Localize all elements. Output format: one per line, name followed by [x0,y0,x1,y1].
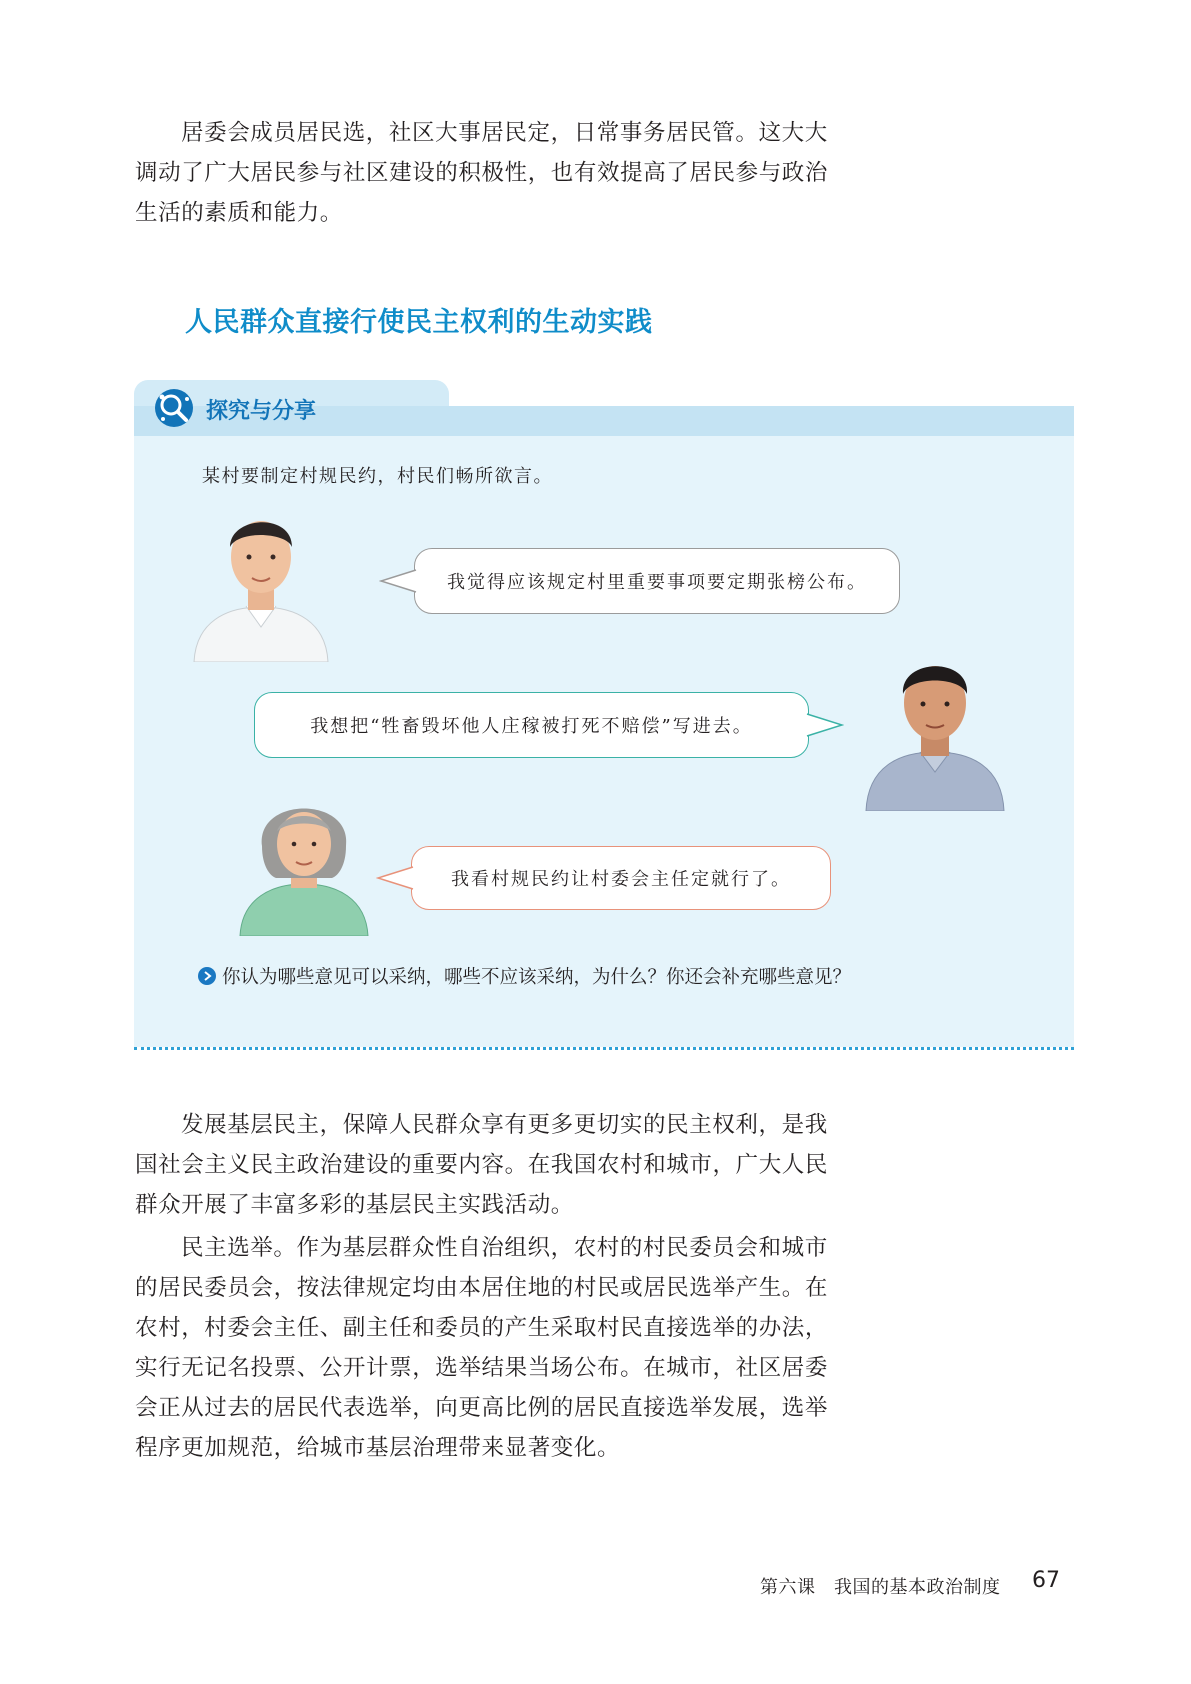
speech-bubble-3-text: 我看村规民约让村委会主任定就行了。 [451,869,791,890]
intro-paragraph: 居委会成员居民选，社区大事居民定，日常事务居民管。这大大调动了广大居民参与社区建设的积极性，也有效提高了居民参与政治生活的素质和能力。 [135,120,829,226]
speech-bubble-2-text: 我想把“牲畜毁坏他人庄稼被打死不赔偿”写进去。 [310,716,753,737]
paragraph-democratic-election: 民主选举。作为基层群众性自治组织，农村的村民委员会和城市的居民委员会，按法律规定均由本居住地的村民或居民选举产生。在农村，村委会主任、副主任和委员的产生采取村民直接选举的办法，实行无记名投票、公开计票，选举结果当场公布。在城市，社区居委会正从过去的居民代表选举，向更高比例的居民直接选举发展，选举程序更加规范，给城市基层治理带来显著变化。 [135,1235,829,1461]
section-heading: 人民群众直接行使民主权利的生动实践 [185,307,653,338]
elderly-woman-illustration [234,786,374,936]
middle-aged-man-illustration [860,646,1010,811]
bubble-2-tail [806,712,844,738]
bubble-1-tail [379,568,417,594]
speech-bubble-1 [414,548,900,614]
magnifier-icon [154,388,194,428]
page-number: 67 [1032,1568,1060,1593]
speech-bubble-2 [254,692,809,758]
scenario-text: 某村要制定村规民约，村民们畅所欲言。 [202,466,553,487]
discussion-question [198,963,851,989]
question-text: 你认为哪些意见可以采纳，哪些不应该采纳，为什么？你还会补充哪些意见？ [222,967,852,988]
arrow-right-icon [198,967,216,985]
young-man-illustration [186,502,336,662]
explore-share-box [134,380,1074,1055]
bubble-3-tail [376,865,414,891]
paragraph-grassroots-democracy: 发展基层民主，保障人民群众享有更多更切实的民主权利，是我国社会主义民主政治建设的重要内容。在我国农村和城市，广大人民群众开展了丰富多彩的基层民主实践活动。 [135,1112,829,1218]
chapter-footer: 第六课 我国的基本政治制度 [760,1577,1001,1598]
speech-bubble-3 [411,846,831,910]
speech-bubble-1-text: 我觉得应该规定村里重要事项要定期张榜公布。 [447,572,867,593]
explore-title: 探究与分享 [206,399,317,424]
dotted-divider [134,1047,1074,1050]
